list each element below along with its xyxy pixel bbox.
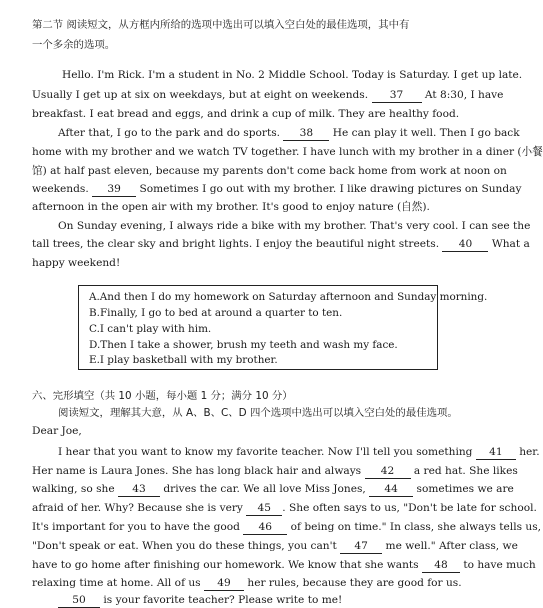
passage2-line: walking, so she 43 drives the car. We all love Miss Jones, 44 sometimes we are — [32, 483, 514, 495]
passage1-line: home with my brother and we watch TV together. I have lunch with my brother in a diner (小餐 — [32, 146, 543, 158]
option-d: D.Then I take a shower, brush my teeth and wash my face. — [89, 339, 398, 351]
section2-heading-cont: 一个多余的选项。 — [32, 39, 116, 51]
blank-46: 46 — [243, 520, 287, 535]
passage2-line: "Don't speak or eat. When you do these things, you can't 47 me well." After class, we — [32, 540, 518, 552]
blank-50: 50 — [58, 593, 100, 608]
section2-heading: 第二节 阅读短文，从方框内所给的选项中选出可以填入空白处的最佳选项，其中有 — [32, 19, 410, 31]
passage1-line: On Sunday evening, I always ride a bike with my brother. That's very cool. I can see the — [58, 220, 531, 232]
passage1-line: tall trees, the clear sky and bright lights. I enjoy the beautiful night streets. 40 What a — [32, 238, 530, 250]
passage2-line: I hear that you want to know my favorite teacher. Now I'll tell you something 41 her. — [58, 446, 540, 458]
passage2-line: Her name is Laura Jones. She has long black hair and always 42 a red hat. She likes — [32, 465, 518, 477]
blank-37: 37 — [372, 88, 422, 103]
blank-47: 47 — [340, 539, 382, 554]
section6-heading: 六、完形填空（共 10 小题，每小题 1 分；满分 10 分） — [32, 390, 293, 402]
blank-43: 43 — [118, 482, 160, 497]
passage1-line: happy weekend! — [32, 257, 121, 269]
passage2-line: afraid of her. Why? Because she is very 45 . She often says to us, "Don't be late for school. — [32, 502, 537, 514]
passage1-line: weekends. 39 Sometimes I go out with my brother. I like drawing pictures on Sunday — [32, 183, 522, 195]
passage1-line: 馆) at half past eleven, because my parents don't come back home from work at noon on — [32, 165, 507, 177]
letter-greeting: Dear Joe, — [32, 425, 82, 437]
option-a: A.And then I do my homework on Saturday afternoon and Sunday morning. — [89, 291, 488, 303]
blank-38: 38 — [283, 126, 329, 141]
option-b: B.Finally, I go to bed at around a quarter to ten. — [89, 307, 343, 319]
passage1-line: After that, I go to the park and do sports. 38 He can play it well. Then I go back — [58, 127, 520, 139]
passage2-line: have to go home after finishing our homework. We know that she wants 48 to have much — [32, 559, 536, 571]
passage2-line: relaxing time at home. All of us 49 her rules, because they are good for us. — [32, 577, 462, 589]
blank-40: 40 — [442, 237, 488, 252]
blank-49: 49 — [204, 576, 244, 591]
blank-39: 39 — [92, 182, 136, 197]
blank-48: 48 — [422, 558, 460, 573]
option-c: C.I can't play with him. — [89, 323, 212, 335]
blank-45: 45 — [246, 501, 282, 516]
option-e: E.I play basketball with my brother. — [89, 354, 278, 366]
blank-42: 42 — [365, 464, 411, 479]
passage2-line: 50 is your favorite teacher? Please write to me! — [58, 593, 342, 608]
passage1-line: Usually I get up at six on weekdays, but at eight on weekends. 37 At 8:30, I have — [32, 89, 504, 101]
blank-44: 44 — [369, 482, 413, 497]
options-box — [78, 285, 488, 370]
blank-41: 41 — [476, 445, 516, 460]
section6-instruction: 阅读短文，理解其大意，从 A、B、C、D 四个选项中选出可以填入空白处的最佳选项。 — [58, 407, 458, 419]
passage1-line: Hello. I'm Rick. I'm a student in No. 2 Middle School. Today is Saturday. I get up late. — [62, 69, 523, 81]
passage2-line: It's important for you to have the good 46 of being on time." In class, she always tells us, — [32, 521, 542, 533]
passage1-line: breakfast. I eat bread and eggs, and drink a cup of milk. They are healthy food. — [32, 108, 460, 120]
passage1-line: afternoon in the open air with my brother. It's good to enjoy nature (自然). — [32, 201, 430, 213]
